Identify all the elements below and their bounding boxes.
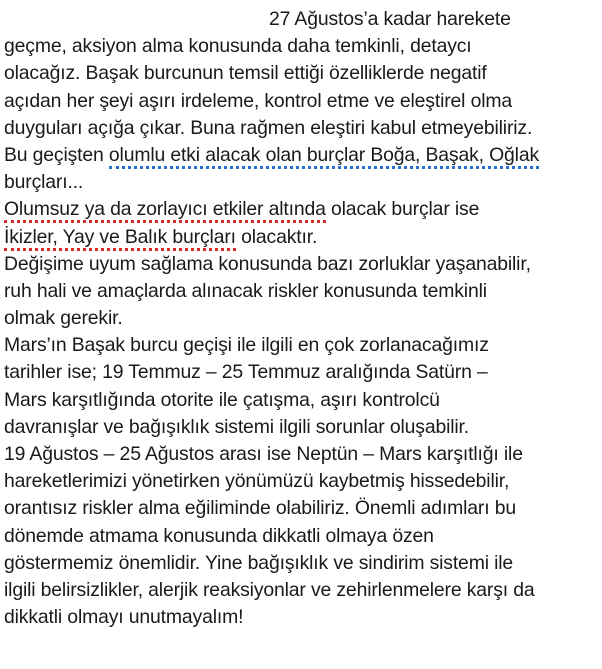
text-line: geçme, aksiyon alma konusunda daha temkinli, detaycı [4, 35, 472, 58]
text-line: hareketlerimizi yönetirken yönümüzü kaybetmiş hissedebilir, [4, 470, 510, 493]
text-line: dikkatli olmayı unutmayalım! [4, 606, 244, 629]
text-line: 27 Ağustos’a kadar harekete [269, 8, 511, 30]
text-line: açıdan her şeyi aşırı irdeleme, kontrol etme ve eleştirel olma [4, 89, 513, 112]
negative-signs-line [4, 196, 602, 223]
positive-signs-line [4, 142, 602, 169]
text-segment: olacak burçlar ise [325, 198, 480, 221]
text-line: dönemde atmama konusunda dikkatli olmaya özen [4, 524, 434, 547]
text-line: duyguları açığa çıkar. Buna rağmen eleştiri kabul etmeyebiliriz. [4, 116, 533, 139]
text-line: ruh hali ve amaçlarda alınacak riskler konusunda temkinli [4, 279, 487, 302]
text-line: orantısız riskler alma eğiliminde olabiliriz. Önemli adımları bu [4, 497, 516, 520]
negative-signs-line [4, 224, 602, 251]
text-segment: Bu geçişten [4, 143, 109, 166]
text-line: Mars’ın Başak burcu geçişi ile ilgili en çok zorlanacağımız [4, 334, 489, 357]
positive-signs-highlight: olumlu etki alacak olan burçlar Boğa, Başak, Oğlak [109, 144, 539, 169]
text-segment: olacaktır. [235, 225, 318, 248]
text-line: göstermemiz önemlidir. Yine bağışıklık ve sindirim sistemi ile [4, 551, 514, 574]
text-line: olacağız. Başak burcunun temsil ettiği özelliklerde negatif [4, 62, 487, 85]
negative-signs-highlight: İkizler, Yay ve Balık burçları [4, 226, 236, 251]
negative-effects-highlight: Olumsuz ya da zorlayıcı etkiler altında [4, 198, 326, 223]
text-line: burçları... [4, 171, 84, 194]
text-line: Değişime uyum sağlama konusunda bazı zorluklar yaşanabilir, [4, 252, 531, 275]
text-line: olmak gerekir. [4, 307, 123, 330]
text-line: 19 Ağustos – 25 Ağustos arası ise Neptün – Mars karşıtlığı ile [4, 443, 523, 465]
text-line: tarihler ise; 19 Temmuz – 25 Temmuz aralığında Satürn – [4, 361, 488, 384]
text-line: Mars karşıtlığında otorite ile çatışma, aşırı kontrolcü [4, 388, 440, 411]
text-line: ilgili belirsizlikler, alerjik reaksiyonlar ve zehirlenmelere karşı da [4, 578, 535, 601]
text-line: davranışlar ve bağışıklık sistemi ilgili sorunlar oluşabilir. [4, 415, 470, 438]
article-text [4, 6, 602, 631]
